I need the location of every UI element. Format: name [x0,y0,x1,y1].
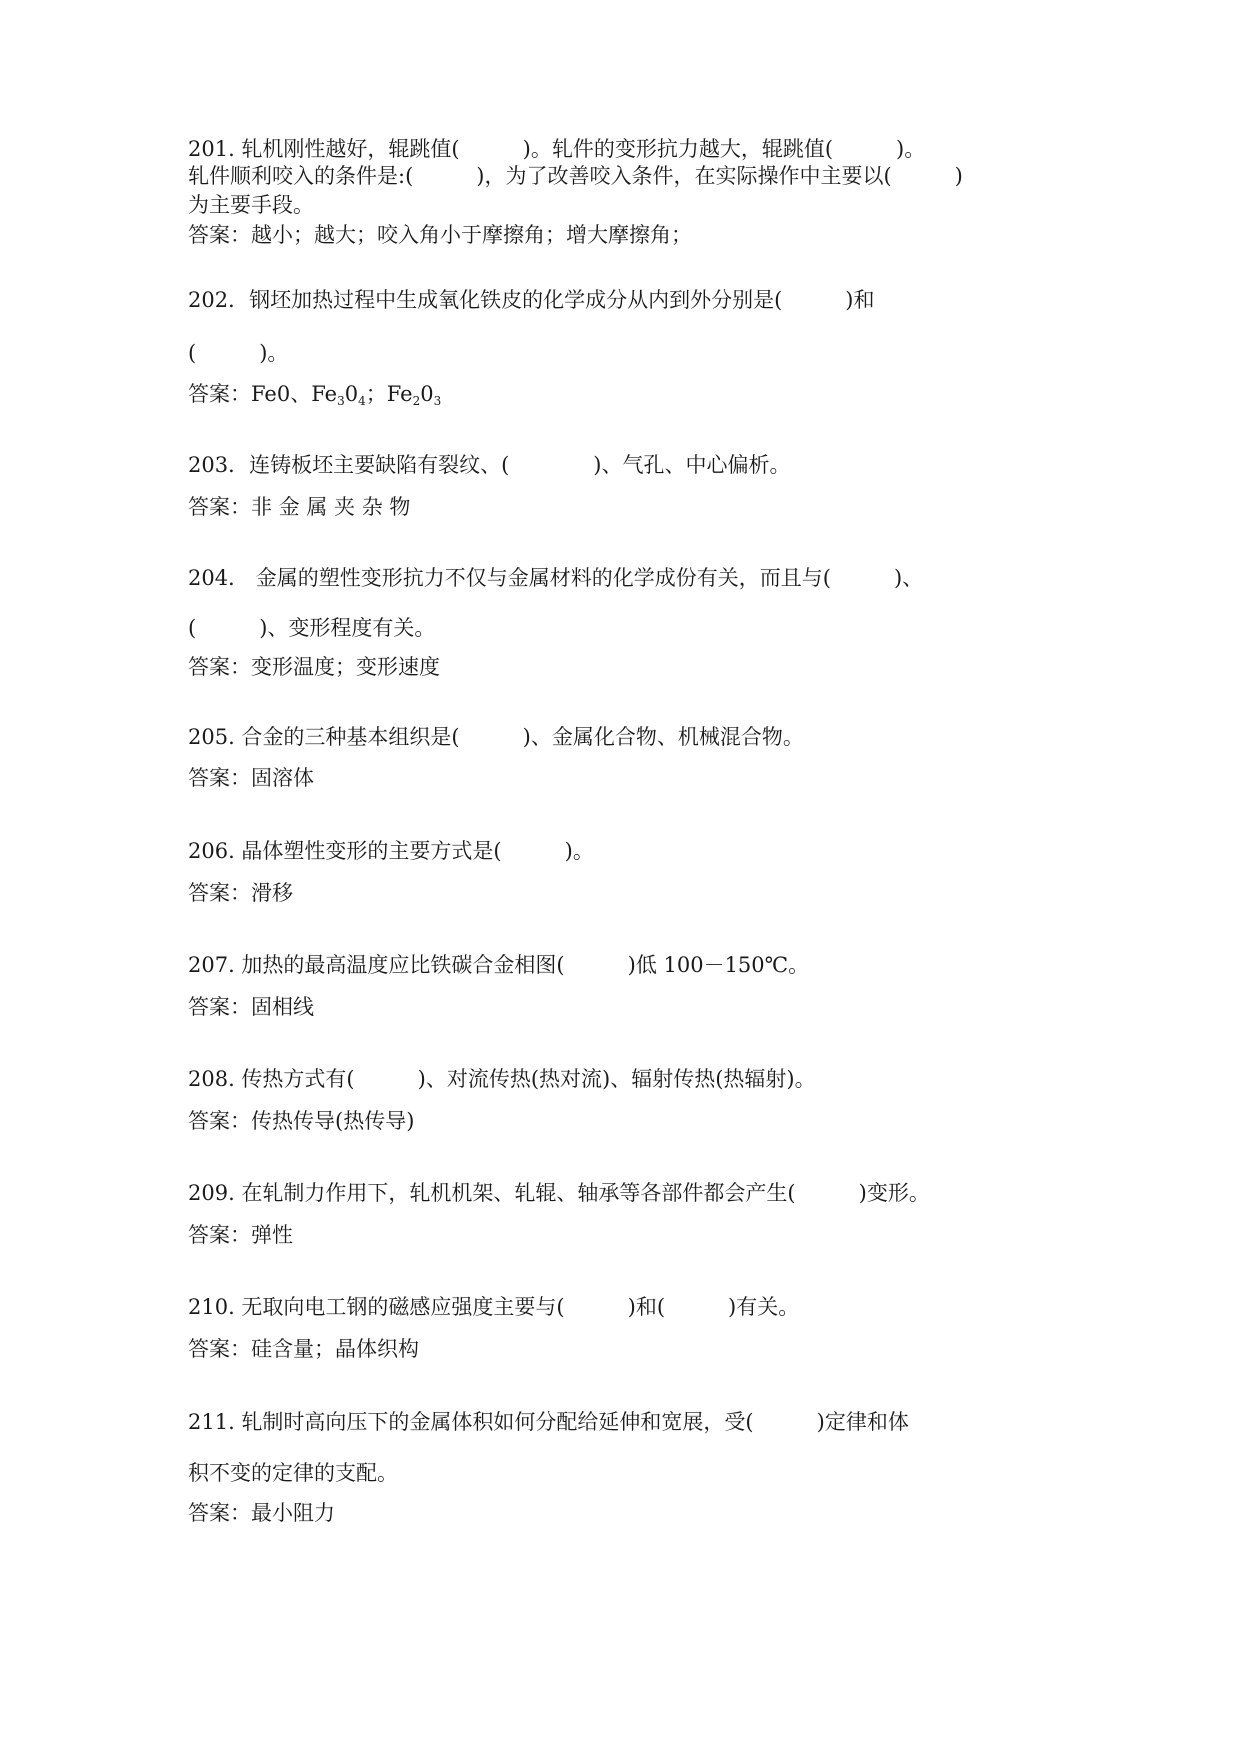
answer-202-sub-3: 2 [412,394,421,408]
answer-202-prefix: 答案：Fe0、Fe [188,382,338,406]
answer-203: 答案：非 金 属 夹 杂 物 [188,495,411,519]
answer-211: 答案：最小阻力 [188,1501,335,1525]
question-205-line-1: 205. 合金的三种基本组织是( )、金属化合物、机械混合物。 [188,725,804,749]
question-206-line-1: 206. 晶体塑性变形的主要方式是( )。 [188,839,594,863]
answer-208: 答案：传热传导(热传导) [188,1109,415,1133]
answer-202-sub-2: 4 [358,394,366,408]
answer-202 [188,382,442,408]
question-210-line-1: 210. 无取向电工钢的磁感应强度主要与( )和( )有关。 [188,1295,800,1319]
answer-202-mid-3: 0 [420,382,434,406]
answer-209: 答案：弹性 [188,1223,293,1247]
answer-202-mid-1: 0 [344,382,359,406]
question-207-line-1: 207. 加热的最高温度应比铁碳合金相图( )低 100－150℃。 [188,953,810,977]
question-209-line-1: 209. 在轧制力作用下，轧机机架、轧辊、轴承等各部件都会产生( )变形。 [188,1181,930,1205]
question-211-line-2: 积不变的定律的支配。 [188,1461,398,1485]
answer-204: 答案：变形温度；变形速度 [188,655,440,679]
answer-202-mid-2: ；Fe [365,382,413,406]
question-203-line-1: 203．连铸板坯主要缺陷有裂纹、( )、气孔、中心偏析。 [188,453,791,477]
answer-201: 答案：越小；越大；咬入角小于摩擦角；增大摩擦角； [188,223,692,247]
question-204-line-2: ( )、变形程度有关。 [188,616,436,640]
question-201-line-3: 为主要手段。 [188,193,314,217]
question-208-line-1: 208. 传热方式有( )、对流传热(热对流)、辐射传热(热辐射)。 [188,1067,816,1091]
question-202-line-1: 202．钢坯加热过程中生成氧化铁皮的化学成分从内到外分别是( )和 [188,288,875,312]
answer-206: 答案：滑移 [188,881,293,905]
question-202-line-2: ( )。 [188,341,289,365]
question-201-line-2: 轧件顺利咬入的条件是:( )，为了改善咬入条件，在实际操作中主要以( ) [188,164,963,188]
question-204-line-1: 204． 金属的塑性变形抗力不仅与金属材料的化学成份有关，而且与( )、 [188,566,924,590]
answer-205: 答案：固溶体 [188,766,314,790]
answer-202-sub-4: 3 [433,394,442,408]
answer-207: 答案：固相线 [188,995,314,1019]
answer-202-sub-1: 3 [337,394,345,408]
answer-210: 答案：硅含量；晶体织构 [188,1337,419,1361]
question-201-line-1: 201. 轧机刚性越好，辊跳值( )。轧件的变形抗力越大，辊跳值( )。 [188,137,926,161]
question-211-line-1: 211. 轧制时高向压下的金属体积如何分配给延伸和宽展，受( )定律和体 [188,1410,909,1434]
